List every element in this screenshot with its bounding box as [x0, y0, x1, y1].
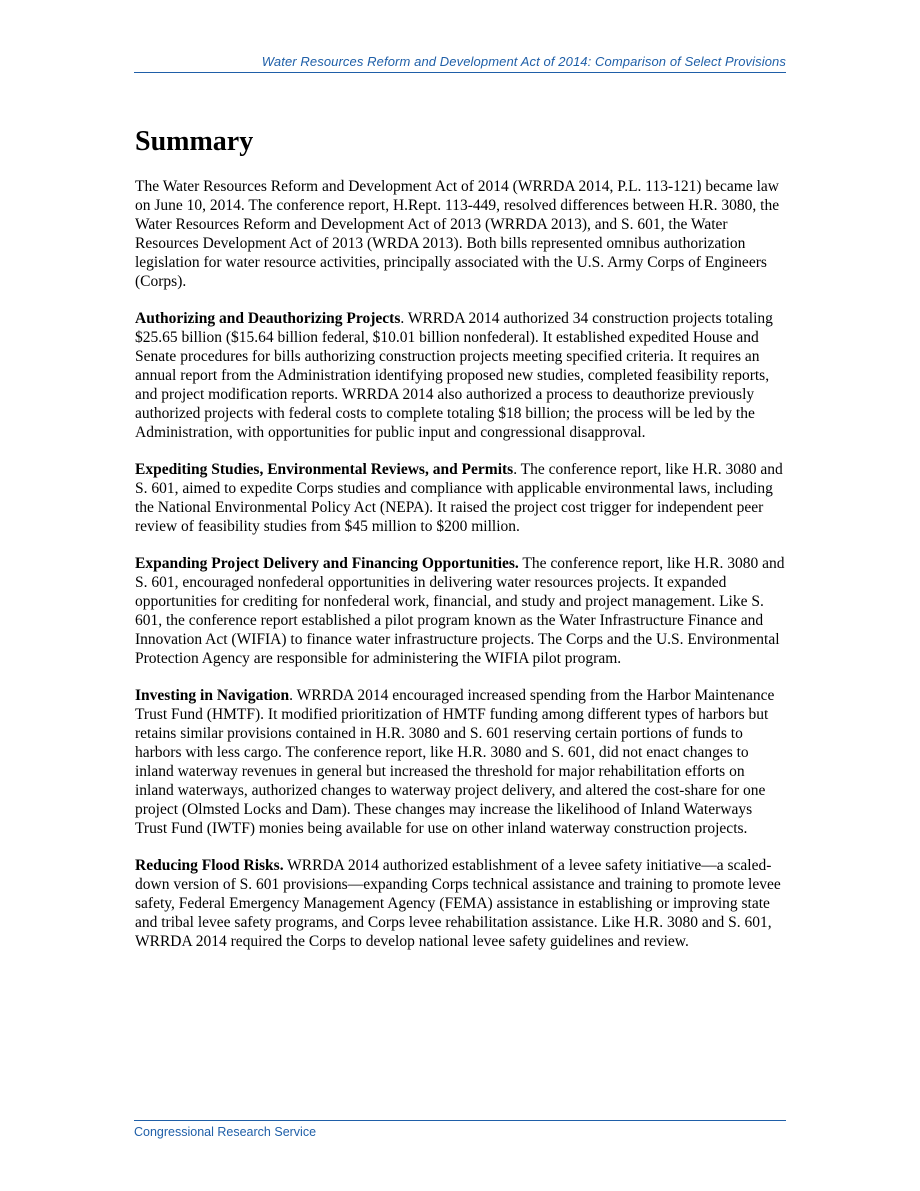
running-header — [134, 53, 786, 73]
page-footer — [134, 1120, 786, 1141]
section-paragraph-authorizing — [135, 309, 787, 442]
page-title: Summary — [135, 126, 254, 157]
section-lead: Expediting Studies, Environmental Reviews, and Permits — [135, 461, 514, 478]
running-header-title: Water Resources Reform and Development Act of 2014: Comparison of Select Provisions — [261, 54, 786, 69]
section-paragraph-navigation — [135, 686, 787, 838]
section-lead: Reducing Flood Risks. — [135, 857, 284, 874]
section-text: . WRRDA 2014 authorized 34 construction projects totaling $25.65 billion ($15.64 billion federal, $10.01 billion nonfederal). It established expedited House and Senate procedures for bills authorizing construction projects meeting specified criteria. It requires an annual report from the Administration identifying proposed new studies, completed feasibility reports, and project modification reports. WRRDA 2014 also authorized a process to deauthorize previously authorized projects with federal costs to complete totaling $18 billion; the process will be led by the Administration, with opportunities for public input and congressional disapproval. — [135, 310, 773, 441]
section-paragraph-project-delivery — [135, 554, 787, 668]
section-lead: Authorizing and Deauthorizing Projects — [135, 310, 401, 327]
footer-publisher: Congressional Research Service — [134, 1125, 317, 1139]
section-lead: Expanding Project Delivery and Financing Opportunities. — [135, 555, 519, 572]
section-text: The conference report, like H.R. 3080 and S. 601, encouraged nonfederal opportunities in delivering water resources projects. It expanded opportunities for crediting for nonfederal work, financial, and study and project management. Like S. 601, the conference report established a pilot program known as the Water Infrastructure Finance and Innovation Act (WIFIA) to finance water infrastructure projects. The Corps and the U.S. Environmental Protection Agency are responsible for administering the WIFIA pilot program. — [135, 555, 785, 667]
section-text: . The conference report, like H.R. 3080 and S. 601, aimed to expedite Corps studies and compliance with applicable environmental laws, including the National Environmental Policy Act (NEPA). It raised the project cost trigger for independent peer review of feasibility studies from $45 million to $200 million. — [135, 461, 783, 535]
summary-body — [135, 177, 787, 969]
section-text: . WRRDA 2014 encouraged increased spending from the Harbor Maintenance Trust Fund (HMTF). It modified prioritization of HMTF funding among different types of harbors but retains similar provisions contained in H.R. 3080 and S. 601 reserving certain portions of funds to harbors with less cargo. The conference report, like H.R. 3080 and S. 601, did not enact changes to inland waterway revenues in general but increased the threshold for major rehabilitation efforts on inland waterways, authorized changes to waterway project delivery, and altered the cost-share for one project (Olmsted Locks and Dam). These changes may increase the likelihood of Inland Waterways Trust Fund (IWTF) monies being available for use on other inland waterway construction projects. — [135, 687, 775, 837]
section-lead: Investing in Navigation — [135, 687, 290, 704]
intro-paragraph: The Water Resources Reform and Development Act of 2014 (WRRDA 2014, P.L. 113-121) became law on June 10, 2014. The conference report, H.Rept. 113-449, resolved differences between H.R. 3080, the Water Resources Reform and Development Act of 2013 (WRRDA 2013), and S. 601, the Water Resources Development Act of 2013 (WRDA 2013). Both bills represented omnibus authorization legislation for water resource activities, principally associated with the U.S. Army Corps of Engineers (Corps). — [135, 178, 780, 290]
section-paragraph-flood-risks — [135, 856, 787, 951]
section-paragraph-expediting — [135, 460, 787, 536]
section-text: WRRDA 2014 authorized establishment of a levee safety initiative—a scaled-down version of S. 601 provisions—expanding Corps technical assistance and training to promote levee safety, Federal Emergency Management Agency (FEMA) assistance in establishing or improving state and tribal levee safety programs, and Corps levee rehabilitation assistance. Like H.R. 3080 and S. 601, WRRDA 2014 required the Corps to develop national levee safety guidelines and review. — [135, 857, 781, 950]
